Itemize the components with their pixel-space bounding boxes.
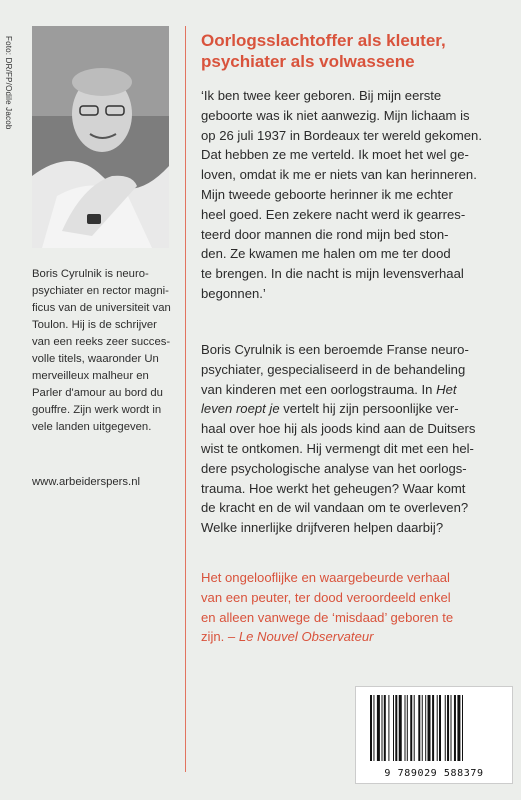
- book-title: Het: [436, 381, 457, 397]
- quote-line: teerd door mannen die rond mijn bed ston-: [201, 226, 449, 242]
- barcode-bar: [370, 695, 372, 761]
- review-source: Le Nouvel Observateur: [238, 629, 374, 645]
- barcode-bar: [384, 695, 386, 761]
- book-title: leven roept je: [201, 401, 280, 417]
- review-line: [201, 627, 501, 647]
- author-bio: [32, 266, 177, 436]
- barcode-bar: [451, 695, 452, 761]
- barcode-bar: [428, 695, 431, 761]
- bio-line: Boris Cyrulnik is neuro-: [32, 268, 149, 280]
- quote-line: te brengen. In die nacht is mijn levensverhaal: [201, 266, 464, 282]
- desc-line: trauma. Hoe werkt het geheugen? Waar komt: [201, 480, 466, 496]
- quote-line: loven, omdat ik me er niets van kan herinneren.: [201, 167, 477, 183]
- bio-line: ficus van de universiteit van: [32, 302, 171, 314]
- desc-line: wist te ontkomen. Hij vermengt dit met een hel-: [201, 440, 474, 456]
- barcode-bar: [454, 695, 456, 761]
- isbn-digits: 9 789029 588379: [384, 768, 484, 779]
- barcode-bar: [407, 695, 408, 761]
- barcode-bars: [368, 695, 500, 765]
- review-line: en alleen vanwege de ‘misdaad’ geboren te: [201, 609, 454, 625]
- desc-line: [201, 380, 501, 400]
- publisher-website[interactable]: www.arbeiderspers.nl: [32, 476, 140, 488]
- barcode-bar: [462, 695, 463, 761]
- quote-line: op 26 juli 1937 in Bordeaux ter wereld gekomen.: [201, 127, 482, 143]
- bio-line: volle titels, waaronder Un: [32, 353, 159, 365]
- bio-line: gouffre. Zijn werk wordt in: [32, 404, 162, 416]
- bio-line: vele landen uitgegeven.: [32, 421, 152, 433]
- barcode-bar: [414, 695, 415, 761]
- review-line: van een peuter, ter dood veroordeeld enkel: [201, 589, 451, 605]
- quote-line: ‘Ik ben twee keer geboren. Bij mijn eerste: [201, 88, 442, 103]
- desc-line: haal over hoe hij als joods kind aan de Duitsers: [201, 421, 476, 437]
- quote-line: Dat hebben ze me verteld. Ik moet het wel ge-: [201, 147, 469, 163]
- quote-line: begonnen.’: [201, 285, 266, 301]
- desc-text: vertelt hij zijn persoonlijke ver-: [279, 401, 459, 417]
- barcode-bar: [422, 695, 423, 761]
- desc-line: de kracht en de wil vandaan om te overleven?: [201, 500, 469, 516]
- barcode-bar: [437, 695, 438, 761]
- desc-line: dere psychologische analyse van het oorlogs-: [201, 460, 467, 476]
- barcode-bar: [439, 695, 441, 761]
- isbn-barcode: [355, 686, 513, 784]
- bio-line: psychiater en rector magni-: [32, 285, 169, 297]
- bio-line: Toulon. Hij is de schrijver: [32, 319, 157, 331]
- desc-line: Welke innerlijke drijfveren helpen daarbij?: [201, 520, 444, 536]
- review-text: zijn. –: [201, 629, 239, 645]
- barcode-bar: [377, 695, 380, 761]
- barcode-bar: [399, 695, 402, 761]
- barcode-bar: [432, 695, 434, 761]
- back-cover-heading: [201, 30, 501, 72]
- bio-line: merveilleux malheur en: [32, 370, 149, 382]
- barcode-bar: [425, 695, 426, 761]
- barcode-bar: [447, 695, 449, 761]
- quote-line: den. Ze kwamen me halen om me ter dood: [201, 246, 451, 262]
- photo-credit: Foto: DR/FP/Odile Jacob: [4, 36, 13, 130]
- bio-line: van een reeks zeer succes-: [32, 336, 171, 348]
- barcode-bar: [405, 695, 406, 761]
- quote-line: geboorte was ik niet aanwezig. Mijn lichaam is: [201, 107, 470, 123]
- barcode-bar: [382, 695, 383, 761]
- review-line: Het ongelooflijke en waargebeurde verhaal: [201, 570, 450, 585]
- barcode-bar: [373, 695, 374, 761]
- desc-line: psychiater, gespecialiseerd in de behandeling: [201, 361, 466, 377]
- barcode-bar: [445, 695, 446, 761]
- author-quote: [201, 86, 501, 304]
- barcode-bar: [395, 695, 397, 761]
- desc-line: [201, 399, 501, 419]
- desc-line: Boris Cyrulnik is een beroemde Franse neuro-: [201, 342, 469, 357]
- press-review: [201, 568, 501, 647]
- heading-line: Oorlogsslachtoffer als kleuter,: [201, 31, 446, 50]
- quote-line: Mijn tweede geboorte herinner ik me echter: [201, 186, 453, 202]
- author-photo: [32, 26, 169, 248]
- bio-line: Parler d'amour au bord du: [32, 387, 163, 399]
- barcode-bar: [457, 695, 460, 761]
- barcode-bar: [410, 695, 412, 761]
- barcode-bar: [418, 695, 420, 761]
- barcode-bar: [388, 695, 389, 761]
- column-divider: [185, 26, 186, 772]
- barcode-bar: [393, 695, 394, 761]
- heading-line: psychiater als volwassene: [201, 52, 415, 71]
- desc-text: van kinderen met een oorlogstrauma. In: [201, 381, 433, 397]
- quote-line: heel goed. Een zekere nacht werd ik gearres-: [201, 206, 466, 222]
- book-description: [201, 340, 501, 538]
